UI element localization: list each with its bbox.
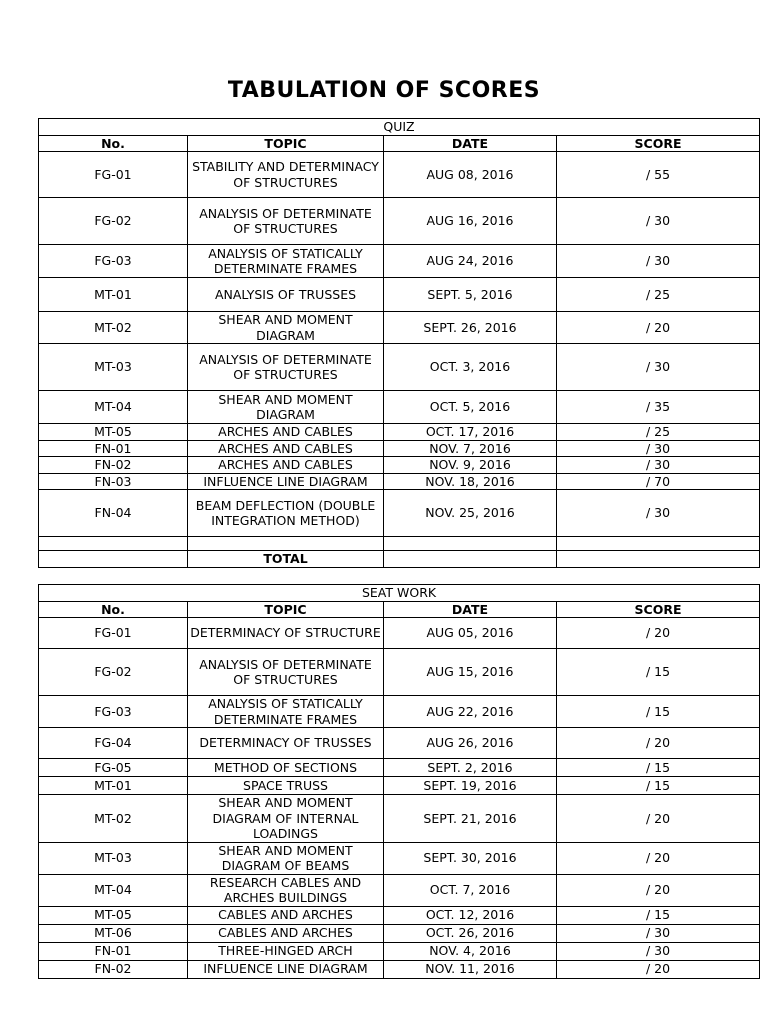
row-score: / 30 <box>557 457 760 474</box>
row-score: / 20 <box>557 795 760 843</box>
row-score: / 15 <box>557 777 760 795</box>
table-row <box>39 728 760 759</box>
row-score: / 20 <box>557 874 760 906</box>
total-score-cell <box>557 551 760 568</box>
row-score: / 30 <box>557 440 760 457</box>
row-date: OCT. 3, 2016 <box>384 344 557 391</box>
row-date: AUG 08, 2016 <box>384 152 557 198</box>
row-no: MT-05 <box>39 906 188 924</box>
row-no: FG-03 <box>39 245 188 278</box>
blank-cell <box>384 551 557 568</box>
table-row <box>39 906 760 924</box>
col-header-no: No. <box>39 601 188 618</box>
row-topic: SHEAR AND MOMENT DIAGRAM <box>188 312 384 344</box>
row-no: FG-01 <box>39 618 188 649</box>
row-score: / 25 <box>557 278 760 312</box>
row-topic: METHOD OF SECTIONS <box>188 759 384 777</box>
row-no: MT-04 <box>39 391 188 424</box>
table-row <box>39 391 760 424</box>
row-no: MT-03 <box>39 842 188 874</box>
row-no: FN-01 <box>39 942 188 960</box>
table-row <box>39 473 760 490</box>
row-date: NOV. 9, 2016 <box>384 457 557 474</box>
row-date: OCT. 26, 2016 <box>384 924 557 942</box>
table-row <box>39 942 760 960</box>
blank-cell <box>557 537 760 551</box>
row-topic: INFLUENCE LINE DIAGRAM <box>188 960 384 978</box>
row-no: MT-03 <box>39 344 188 391</box>
row-topic: ARCHES AND CABLES <box>188 440 384 457</box>
seatwork-table <box>38 584 760 979</box>
quiz-heading: QUIZ <box>39 119 760 136</box>
row-topic: CABLES AND ARCHES <box>188 924 384 942</box>
table-row <box>39 777 760 795</box>
table-row <box>39 440 760 457</box>
row-date: AUG 26, 2016 <box>384 728 557 759</box>
row-score: / 25 <box>557 424 760 441</box>
table-row <box>39 649 760 696</box>
row-no: MT-06 <box>39 924 188 942</box>
row-no: FN-04 <box>39 490 188 537</box>
row-score: / 30 <box>557 245 760 278</box>
row-topic: INFLUENCE LINE DIAGRAM <box>188 473 384 490</box>
col-header-no: No. <box>39 135 188 152</box>
blank-cell <box>39 537 188 551</box>
seatwork-heading: SEAT WORK <box>39 585 760 602</box>
table-row <box>39 424 760 441</box>
row-no: FG-03 <box>39 696 188 728</box>
blank-cell <box>188 537 384 551</box>
row-topic: SHEAR AND MOMENT DIAGRAM <box>188 391 384 424</box>
row-score: / 55 <box>557 152 760 198</box>
row-date: OCT. 17, 2016 <box>384 424 557 441</box>
table-row <box>39 245 760 278</box>
table-row <box>39 490 760 537</box>
row-topic: ARCHES AND CABLES <box>188 457 384 474</box>
row-date: NOV. 7, 2016 <box>384 440 557 457</box>
row-no: FG-02 <box>39 198 188 245</box>
row-no: FG-05 <box>39 759 188 777</box>
row-date: OCT. 5, 2016 <box>384 391 557 424</box>
row-date: NOV. 25, 2016 <box>384 490 557 537</box>
row-date: SEPT. 21, 2016 <box>384 795 557 843</box>
total-row <box>39 551 760 568</box>
row-topic: DETERMINACY OF TRUSSES <box>188 728 384 759</box>
row-topic: ANALYSIS OF DETERMINATE OF STRUCTURES <box>188 649 384 696</box>
col-header-score: SCORE <box>557 135 760 152</box>
row-score: / 70 <box>557 473 760 490</box>
row-no: MT-04 <box>39 874 188 906</box>
row-no: FN-02 <box>39 960 188 978</box>
row-score: / 30 <box>557 344 760 391</box>
row-topic: BEAM DEFLECTION (DOUBLE INTEGRATION METHOD) <box>188 490 384 537</box>
row-topic: SPACE TRUSS <box>188 777 384 795</box>
table-row <box>39 198 760 245</box>
row-topic: ANALYSIS OF DETERMINATE OF STRUCTURES <box>188 344 384 391</box>
row-score: / 15 <box>557 649 760 696</box>
table-row <box>39 960 760 978</box>
row-topic: DETERMINACY OF STRUCTURE <box>188 618 384 649</box>
table-row <box>39 278 760 312</box>
row-topic: ANALYSIS OF STATICALLY DETERMINATE FRAMES <box>188 245 384 278</box>
row-score: / 30 <box>557 942 760 960</box>
row-score: / 15 <box>557 906 760 924</box>
page-title: TABULATION OF SCORES <box>227 78 541 103</box>
row-no: FN-01 <box>39 440 188 457</box>
row-score: / 20 <box>557 728 760 759</box>
row-no: FN-02 <box>39 457 188 474</box>
row-no: MT-05 <box>39 424 188 441</box>
row-score: / 30 <box>557 490 760 537</box>
row-no: MT-02 <box>39 312 188 344</box>
row-date: NOV. 4, 2016 <box>384 942 557 960</box>
row-no: MT-02 <box>39 795 188 843</box>
table-row <box>39 696 760 728</box>
blank-cell <box>39 551 188 568</box>
table-row <box>39 759 760 777</box>
row-score: / 30 <box>557 924 760 942</box>
total-label: TOTAL <box>188 551 384 568</box>
row-date: SEPT. 26, 2016 <box>384 312 557 344</box>
row-date: NOV. 11, 2016 <box>384 960 557 978</box>
blank-row <box>39 537 760 551</box>
row-topic: ANALYSIS OF TRUSSES <box>188 278 384 312</box>
row-topic: ARCHES AND CABLES <box>188 424 384 441</box>
col-header-topic: TOPIC <box>188 601 384 618</box>
row-date: AUG 05, 2016 <box>384 618 557 649</box>
col-header-score: SCORE <box>557 601 760 618</box>
col-header-date: DATE <box>384 135 557 152</box>
row-no: FG-02 <box>39 649 188 696</box>
row-no: FG-01 <box>39 152 188 198</box>
row-date: AUG 15, 2016 <box>384 649 557 696</box>
row-topic: SHEAR AND MOMENT DIAGRAM OF INTERNAL LOADINGS <box>188 795 384 843</box>
row-score: / 20 <box>557 618 760 649</box>
table-row <box>39 795 760 843</box>
row-date: OCT. 7, 2016 <box>384 874 557 906</box>
quiz-table <box>38 118 760 568</box>
row-date: OCT. 12, 2016 <box>384 906 557 924</box>
row-topic: ANALYSIS OF STATICALLY DETERMINATE FRAMES <box>188 696 384 728</box>
row-score: / 15 <box>557 696 760 728</box>
col-header-topic: TOPIC <box>188 135 384 152</box>
row-score: / 30 <box>557 198 760 245</box>
row-score: / 35 <box>557 391 760 424</box>
row-date: SEPT. 19, 2016 <box>384 777 557 795</box>
table-row <box>39 874 760 906</box>
table-row <box>39 152 760 198</box>
row-no: MT-01 <box>39 278 188 312</box>
table-row <box>39 924 760 942</box>
table-row <box>39 457 760 474</box>
row-score: / 20 <box>557 312 760 344</box>
row-date: AUG 16, 2016 <box>384 198 557 245</box>
row-score: / 20 <box>557 960 760 978</box>
row-topic: THREE-HINGED ARCH <box>188 942 384 960</box>
table-row <box>39 842 760 874</box>
row-date: SEPT. 5, 2016 <box>384 278 557 312</box>
row-topic: ANALYSIS OF DETERMINATE OF STRUCTURES <box>188 198 384 245</box>
row-score: / 20 <box>557 842 760 874</box>
row-no: FN-03 <box>39 473 188 490</box>
row-date: AUG 22, 2016 <box>384 696 557 728</box>
row-topic: RESEARCH CABLES AND ARCHES BUILDINGS <box>188 874 384 906</box>
row-date: SEPT. 2, 2016 <box>384 759 557 777</box>
col-header-date: DATE <box>384 601 557 618</box>
row-topic: STABILITY AND DETERMINACY OF STRUCTURES <box>188 152 384 198</box>
table-row <box>39 312 760 344</box>
row-score: / 15 <box>557 759 760 777</box>
table-row <box>39 344 760 391</box>
row-topic: SHEAR AND MOMENT DIAGRAM OF BEAMS <box>188 842 384 874</box>
row-no: MT-01 <box>39 777 188 795</box>
table-row <box>39 618 760 649</box>
row-date: SEPT. 30, 2016 <box>384 842 557 874</box>
blank-cell <box>384 537 557 551</box>
row-topic: CABLES AND ARCHES <box>188 906 384 924</box>
row-date: AUG 24, 2016 <box>384 245 557 278</box>
row-no: FG-04 <box>39 728 188 759</box>
row-date: NOV. 18, 2016 <box>384 473 557 490</box>
